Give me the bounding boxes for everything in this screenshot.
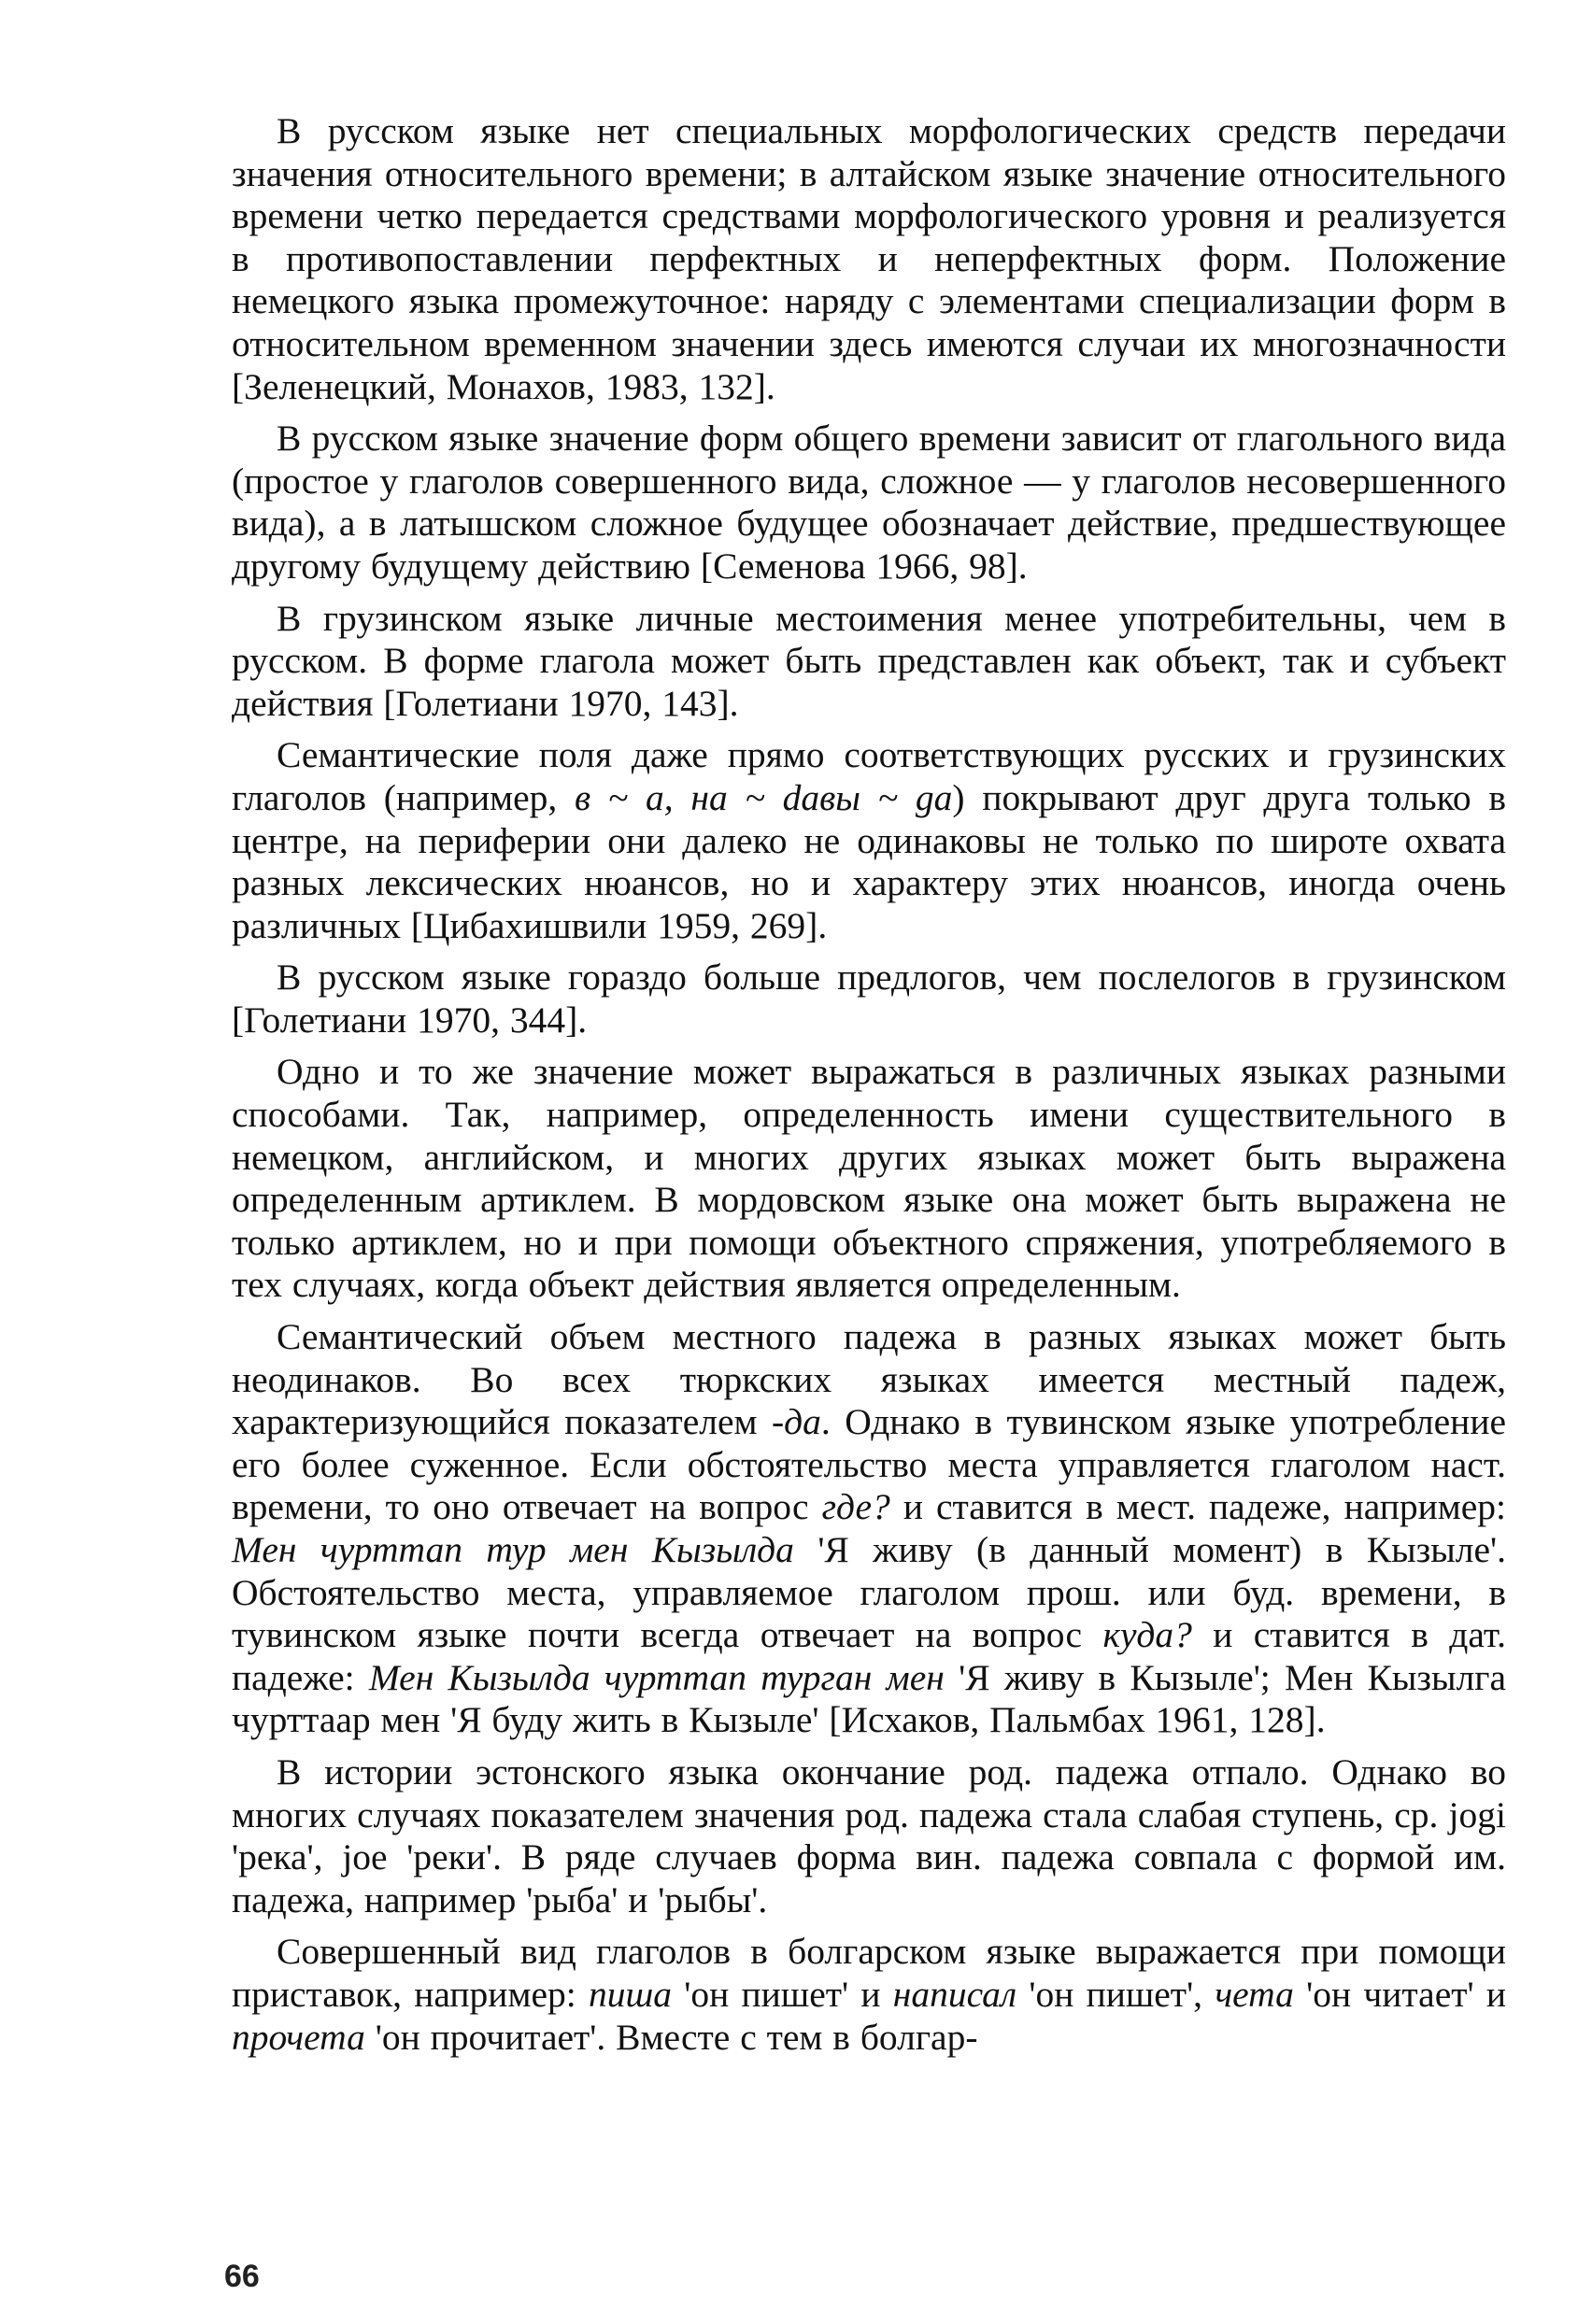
italic-segment: написал [892,1973,1017,2015]
text-segment: 'Я живу (в данный момент) в Кызыле'. Обстоятельство места, управляемое глаголом прош. или буд. времени, в тувинском языке почти всегда отвечает на вопрос [232,1529,1507,1656]
text-segment: 'он прочитает'. Вместе с тем в болгар- [364,2016,978,2058]
italic-segment: пиша [588,1973,673,2015]
text-segment: 'он пишет' и [672,1973,893,2015]
paragraph [232,734,1506,947]
text-segment: Совершенный вид глаголов в болгарском языке выражается при помощи приставок, например: [232,1931,1506,2015]
italic-segment: -да [771,1401,821,1443]
paragraph [232,1751,1506,1921]
text-segment: Семантические поля даже прямо соответствующих русских и грузинских глаголов (например, [232,734,1506,818]
paragraph [232,110,1506,408]
text-segment: В истории эстонского языка окончание род. падежа отпало. Однако во многих случаях показателем значения род. падежа стала слабая ступень, ср. jogi 'река', joe 'реки'. В ряде случаев форма вин. падежа совпала с формой им. падежа, например 'рыба' и 'рыбы'. [232,1750,1506,1920]
text-segment: и ставится в дат. падеже: [232,1614,1506,1698]
italic-segment: Мен Кызылда чурттап турган мен [368,1656,945,1698]
text-segment: ) покрывают друг друга только в центре, на периферии они далеко не одинаковы не только по широте охвата разных лексических нюансов, но и характеру этих нюансов, иногда очень различных [Цибахишвили 1959, 269]. [232,776,1507,946]
italic-segment: Мен чурттап тур мен Кызылда [232,1529,794,1570]
text-segment: 'он пишет', [1016,1973,1215,2015]
paragraph [232,1051,1506,1307]
italic-segment: где? [821,1486,890,1528]
italic-segment: куда? [1102,1614,1192,1656]
text-segment: 'он читает' и [1293,1973,1506,2015]
page-body [232,110,1506,2268]
text-segment: и ставится в мест. падеже, например: [889,1486,1506,1528]
paragraph [232,1316,1506,1742]
text-segment: В русском языке значение форм общего времени зависит от глагольного вида (простое у глаголов совершенного вида, сложное — у глаголов несовершенного вида), а в латышском сложное будущее обозначает действие, предшествующее другому будущему действию [Семенова 1966, 98]. [232,418,1506,587]
italic-segment: прочета [232,2016,365,2058]
page-number: 66 [224,2259,260,2294]
paragraph [232,418,1506,588]
italic-segment: чета [1215,1973,1294,2015]
text-segment: 'Я живу в Кызыле'; Мен Кызылга чурттаар мен 'Я буду жить в Кызыле' [Исхаков, Пальмбах 1961, 128]. [232,1656,1507,1741]
paragraph [232,598,1506,726]
text-segment: Одно и то же значение может выражаться в различных языках разными способами. Так, например, определенность имени существительного в немецком, английском, и многих других языках может быть выражена определенным артиклем. В мордовском языке она может быть выражена не только артиклем, но и при помощи объектного спряжения, употребляемого в тех случаях, когда объект действия является определенным. [232,1051,1506,1306]
paragraph [232,957,1506,1042]
text-segment: В русском языке нет специальных морфологических средств передачи значения относительного времени; в алтайском языке значение относительного времени четко передается средствами морфологического уровня и реализуется в противопоставлении перфектных и неперфектных форм. Положение немецкого языка промежуточное: наряду с элементами специализации форм в относительном временном значении здесь имеются случаи их многозначности [Зеленецкий, Монахов, 1983, 132]. [232,110,1506,407]
text-segment: Семантический объем местного падежа в разных языках может быть неодинаков. Во всех тюркских языках имеется местный падеж, характеризующийся показателем [232,1316,1506,1443]
italic-segment: в ~ а, на ~ dавы ~ gа [575,776,953,818]
text-segment: В грузинском языке личные местоимения менее употребительны, чем в русском. В форме глагола может быть представлен как объект, так и субъект действия [Голетиани 1970, 143]. [232,597,1506,724]
text-segment: . Однако в тувинском языке употребление его более суженное. Если обстоятельство места управляется глаголом наст. времени, то оно отвечает на вопрос [232,1401,1506,1528]
paragraph [232,1931,1506,2059]
text-segment: В русском языке гораздо больше предлогов, чем послелогов в грузинском [Голетиани 1970, 344]. [232,957,1506,1041]
